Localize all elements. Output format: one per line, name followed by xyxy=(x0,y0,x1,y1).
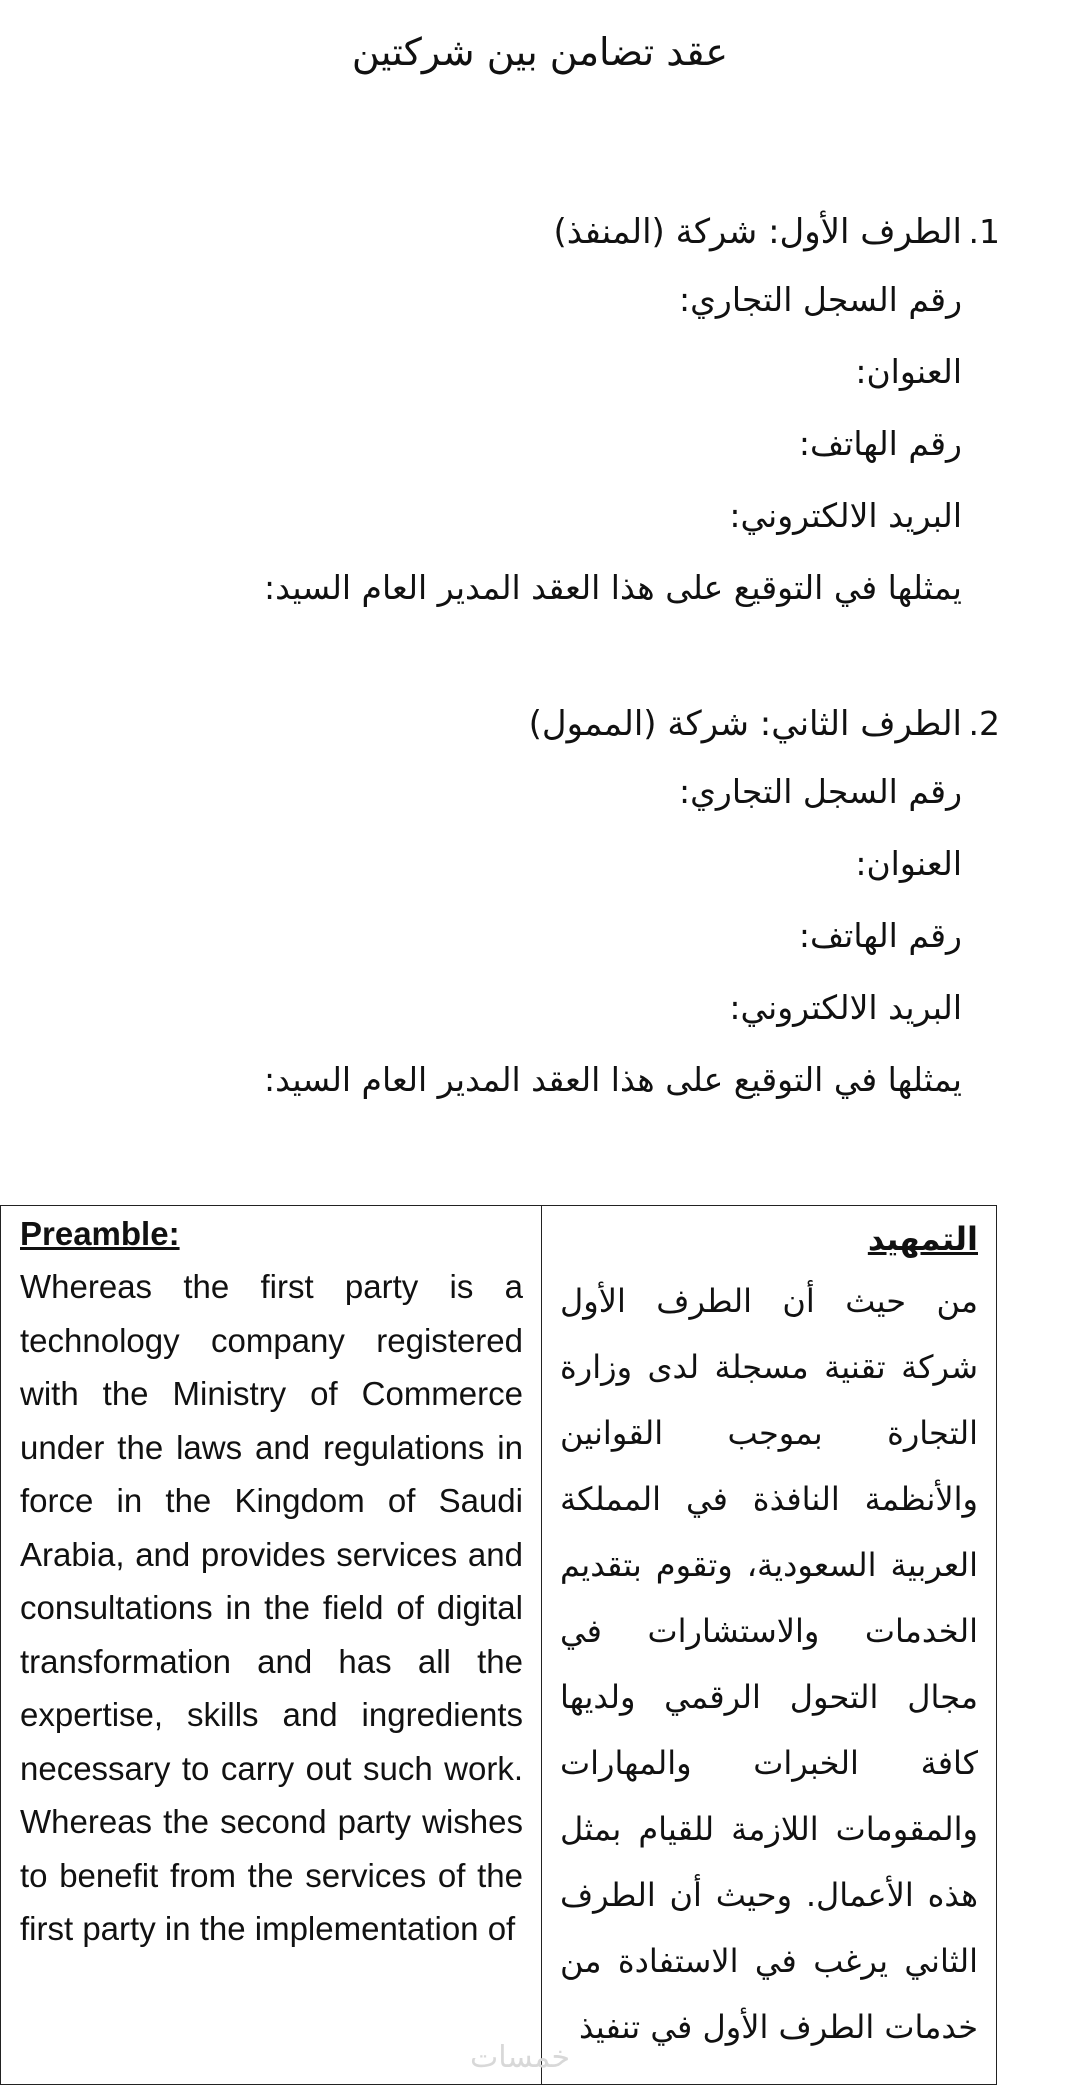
representative-field: يمثلها في التوقيع على هذا العقد المدير العام السيد: xyxy=(263,1060,962,1099)
phone-field: رقم الهاتف: xyxy=(798,424,962,463)
party-heading xyxy=(100,196,1000,268)
party-second xyxy=(100,688,1000,1120)
preamble-arabic-text: من حيث أن الطرف الأول شركة تقنية مسجلة لدى وزارة التجارة بموجب القوانين والأنظمة النافذة في المملكة العربية السعودية، وتقوم بتقديم الخدمات والاستشارات في مجال التحول الرقمي ولديها كافة الخبرات والمهارات والمقومات اللازمة للقيام بمثل هذه الأعمال. وحيث أن الطرف الثاني يرغب في الاستفادة من خدمات الطرف الأول في تنفيذ xyxy=(560,1282,978,2046)
email-field: البريد الالكتروني: xyxy=(729,496,962,535)
preamble-arabic-column xyxy=(542,1206,996,2084)
preamble-table xyxy=(0,1205,997,2085)
preamble-english-column xyxy=(1,1206,542,2084)
party-first xyxy=(100,196,1000,628)
preamble-english-heading: Preamble: xyxy=(20,1215,180,1252)
watermark-logo: خمسات xyxy=(470,2040,571,2075)
address-field: العنوان: xyxy=(855,844,962,883)
commercial-register-field: رقم السجل التجاري: xyxy=(678,772,962,811)
preamble-english-text: Whereas the first party is a technology company registered with the Ministry of Commerce under the laws and regulations in force in the Kingdom of Saudi Arabia, and provides services and consultations in the field of digital transformation and has all the expertise, skills and ingredients necessary to carry out such work. Whereas the second party wishes to benefit from the services of the first party in the implementation of xyxy=(20,1268,523,1947)
preamble-arabic-heading: التمهيد xyxy=(867,1220,978,1258)
party-title: الطرف الأول: شركة (المنفذ) xyxy=(553,212,962,252)
phone-field: رقم الهاتف: xyxy=(798,916,962,955)
address-field: العنوان: xyxy=(855,352,962,391)
party-heading xyxy=(100,688,1000,760)
representative-field: يمثلها في التوقيع على هذا العقد المدير العام السيد: xyxy=(263,568,962,607)
party-number: 1. xyxy=(968,212,1000,251)
party-title: الطرف الثاني: شركة (الممول) xyxy=(528,704,962,744)
email-field: البريد الالكتروني: xyxy=(729,988,962,1027)
commercial-register-field: رقم السجل التجاري: xyxy=(678,280,962,319)
document-title: عقد تضامن بين شركتين xyxy=(351,30,729,74)
party-number: 2. xyxy=(968,704,1000,743)
